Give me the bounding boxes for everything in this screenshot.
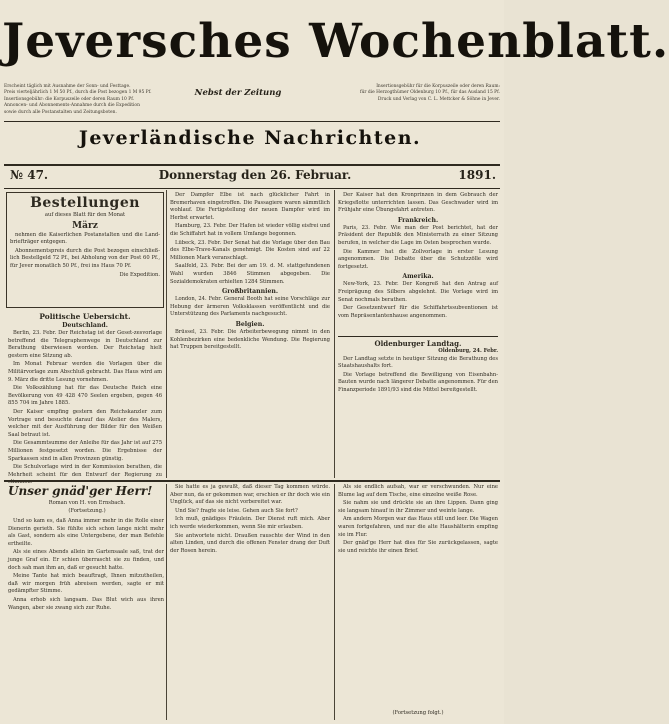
left-notice-line: Insertionsgebühr: die Korpuszeile oder deren Raum 10 Pf. (4, 96, 135, 102)
landtag-dateline: Oldenburg, 24. Febr. (438, 348, 498, 354)
right-notice-line: Insertionsgebühr für die Korpuszeile oder deren Raum: (376, 84, 500, 89)
paragraph: Die Vorlage betreffend die Bewilligung von Eisenbahn-Bauten wurde nach längerer Debatte angenommen. Für den Finanzperiode 1891/93 sind die Mittel bereitgestellt. (338, 371, 498, 393)
serial-byline: Roman von H. von Ernsbach. (48, 500, 126, 506)
politics-heading: Politische Uebersicht. (39, 312, 131, 321)
left-notice-line: Erscheint täglich mit Ausnahme der Sonn- und Festtage. (4, 84, 131, 89)
paragraph: Die Gesammtsumme der Anleihe für das Jahr ist auf 275 Millionen festgesetzt worden. Die Ergebnisse der Sparkassen sind in allen Provinzen günstig. (8, 440, 162, 462)
column-divider (166, 190, 167, 478)
serial-column-1 (8, 518, 164, 718)
left-notice-line: Annoncen- und Abonnements-Annahme durch die Expedition (4, 103, 140, 109)
subscription-heading: Bestellungen (30, 195, 140, 211)
column-3-landtag (338, 339, 498, 475)
paragraph: Die Kammer hat die Zollvorlage in erster Lesung angenommen. Die Debatte über die Schutzzölle wird fortgesetzt. (338, 248, 498, 270)
rule (4, 121, 500, 122)
rule (4, 188, 500, 189)
left-notice-line: Preis vierteljährlich 1 M 50 Pf., durch die Post bezogen 1 M 95 Pf. (4, 90, 152, 96)
serial-end-note: (Fortsetzung folgt.) (392, 710, 444, 716)
paragraph: New-York, 23. Febr. Der Kongreß hat den Antrag auf Freiprägung des Silbers abgelehnt. Die Vorlage wird im Senat nochmals berathen. (338, 281, 498, 303)
column-divider (166, 484, 167, 720)
signature: Die Expedition. (119, 271, 160, 278)
paragraph: Die Schulvorlage wird in der Kommission berathen, die Mehrheit scheint für den Entwurf der Regierung zu stimmen. (8, 464, 162, 486)
paragraph: Im Monat Februar werden die Vorlagen über die Militärvorlage zum Abschluß gebracht. Das Haus wird am 9. März die dritte Lesung vornehmen. (8, 361, 162, 383)
subtitle: Jeverländische Nachrichten. (78, 127, 422, 149)
paragraph: Und so kam es, daß Anna immer mehr in die Rolle einer Dienerin gerieth. Sie fühlte sich schon lange nicht mehr als Gast, sondern als eine Untergebene, der man Befehle ertheilte. (8, 518, 164, 547)
paragraph: Lübeck, 23. Febr. Der Senat hat die Vorlage über den Bau des Elbe-Trave-Kanals genehmigt. Die Kosten sind auf 22 Millionen Mark veranschlagt. (170, 239, 330, 261)
paragraph: Als sie endlich aufsah, war er verschwunden. Nur eine Blume lag auf dem Tische, eine einzelne weiße Rose. (338, 484, 498, 498)
subscription-month: März (72, 220, 98, 231)
subscription-line: auf dieses Blatt für den Monat (44, 212, 126, 218)
belgium-heading: Belgien. (235, 320, 265, 328)
paragraph: Am andern Morgen war das Haus still und leer. Die Wagen waren fortgefahren, und nur die alte Haushälterin empfing sie im Flur. (338, 516, 498, 538)
paragraph: Der Gesetzentwurf für die Schiffahrtssubventionen ist vom Repräsentantenhause angenommen. (338, 305, 498, 319)
issue-year: 1891. (458, 168, 496, 182)
serial-column-2 (170, 484, 330, 718)
paragraph: Der Dampfer Elbe ist nach glücklicher Fahrt in Bremerhaven eingetroffen. Die Passagiere waren sämmtlich wohlauf. Die Fertigstellung der neuen Dampfer wird im Herbst erwartet. (170, 192, 330, 221)
paragraph: London, 24. Febr. General Booth hat seine Vorschläge zur Hebung der ärmeren Volksklassen veröffentlicht und die Unterstützung des Parlaments nachgesucht. (170, 296, 330, 318)
paragraph: Die Volkszählung hat für das Deutsche Reich eine Bevölkerung von 49 428 470 Seelen ergeben, gegen 46 855 704 im Jahre 1885. (8, 385, 162, 407)
issue-date: Donnerstag den 26. Februar. (158, 168, 352, 182)
column-2 (170, 192, 330, 476)
paragraph: Der gnäd'ge Herr hat dies für Sie zurückgelassen, sagte sie und reichte ihr einen Brief. (338, 540, 498, 554)
right-notice-line: für die Herzogthümer Oldenburg 10 Pf., für das Ausland 15 Pf. (359, 90, 500, 96)
column-divider (334, 484, 335, 720)
paragraph: Hamburg, 23. Febr. Der Hafen ist wieder völlig eisfrei und die Schiffahrt hat in vollem Umfange begonnen. (170, 223, 330, 237)
left-notice (4, 84, 172, 116)
paragraph: Sie hatte es ja gewußt, daß dieser Tag kommen würde. Aber nun, da er gekommen war, erschien er ihr doch wie ein Unglück, auf das sie nicht vorbereitet war. (170, 484, 330, 506)
paragraph: Als sie eines Abends allein im Gartensaale saß, trat der junge Graf ein. Er schien überrascht sie zu finden, und doch sah man ihm an, daß er gesucht hatte. (8, 549, 164, 571)
rule (4, 164, 500, 166)
right-notice (290, 84, 500, 103)
serial-title: Unser gnäd'ger Herr! (8, 484, 153, 498)
paragraph: Brüssel, 23. Febr. Die Arbeiterbewegung nimmt in den Kohlenbezirken eine bedenkliche Wendung. Die Regierung hat Truppen bereitgestellt. (170, 328, 330, 351)
paragraph: nehmen die Kaiserlichen Postanstalten und die Land-briefträger entgegen. (10, 231, 160, 246)
feuilleton-rule (4, 480, 500, 482)
paragraph: Der Kaiser empfing gestern den Reichskanzler zum Vortrage und besuchte darauf das Atelier des Malers, welcher mit der Ausführung der Bilder für den Weißen Saal betraut ist. (8, 408, 162, 438)
paragraph: Der Kaiser hat den Kronprinzen in dem Gebrauch der Kriegsflotte unterrichten lassen. Das Geschwader wird im Frühjahr eine Übungsfahrt antreten. (338, 192, 498, 214)
paragraph: Abonnementspreis durch die Post bezogen einschließ-lich Bestellgeld 72 Pf., bei Abholung von der Post 60 Pf., für Jever monatlich 50 Pf., frei ins Haus 70 Pf. (10, 247, 160, 269)
paragraph: Sie nahm sie und drückte sie an ihre Lippen. Dann ging sie langsam hinauf in ihr Zimmer und weinte lange. (338, 500, 498, 514)
column-3-top (338, 192, 498, 332)
america-heading: Amerika. (402, 273, 434, 281)
serial-continuation: (Fortsetzung.) (68, 508, 106, 514)
masthead-title: Jeversches Wochenblatt. (2, 14, 669, 69)
landtag-heading: Oldenburger Landtag. (374, 339, 462, 348)
rule (338, 336, 498, 337)
column-1-politics (8, 312, 162, 486)
left-notice-line: sowie durch alle Postanstalten und Zeitungsboten. (4, 109, 117, 115)
paragraph: Meine Tante hat mich beauftragt, Ihnen mitzutheilen, daß wir morgen früh abreisen werden, sagte er mit gedämpfter Stimme. (8, 573, 164, 595)
paragraph: Ich muß, gnädiges Fräulein. Der Dienst ruft mich. Aber ich werde wiederkommen, wenn Sie mir erlauben. (170, 516, 330, 530)
paragraph: Paris, 23. Febr. Wie man der Post berichtet, hat der Präsident der Republik den Ministerrath zu einer Sitzung berufen, in welcher die Lage im Osten besprochen wurde. (338, 224, 498, 246)
france-heading: Frankreich. (397, 216, 439, 224)
paragraph: Saalfeld, 23. Febr. Bei der am 19. d. M. stattgefundenen Wahl wurden 3846 Stimmen abgegeben. Die Sozialdemokraten erhielten 1284 Stimmen. (170, 263, 330, 285)
uk-heading: Großbritannien. (221, 288, 279, 296)
paragraph: Und Sie? fragte sie leise. Gehen auch Sie fort? (175, 507, 298, 514)
right-notice-line: Druck und Verlag von C. L. Mettcker & Söhne in Jever. (377, 96, 500, 102)
paragraph: Berlin, 23. Febr. Der Reichstag ist der Geset-zesvorlage betreffend die Telegraphenwege in Deutschland zur Berathung überwiesen worden. Der Reichstag hielt gestern eine Sitzung ab. (8, 330, 162, 359)
serial-column-3 (338, 484, 498, 708)
paragraph: Der Landtag setzte in heutiger Sitzung die Berathung des Staatshaushalts fort. (338, 355, 498, 370)
paragraph: Anna erhob sich langsam. Das Blut wich aus ihren Wangen, aber sie zwang sich zur Ruhe. (8, 596, 164, 611)
column-divider (334, 190, 335, 478)
issue-number: № 47. (10, 168, 49, 182)
with-label: Nebst der Zeitung (194, 88, 282, 98)
germany-heading: Deutschland. (62, 322, 108, 329)
paragraph: Sie antwortete nicht. Draußen rauschte der Wind in den alten Linden, und durch die offenen Fenster drang der Duft der Rosen herein. (170, 532, 330, 554)
column-1-top (10, 194, 160, 306)
